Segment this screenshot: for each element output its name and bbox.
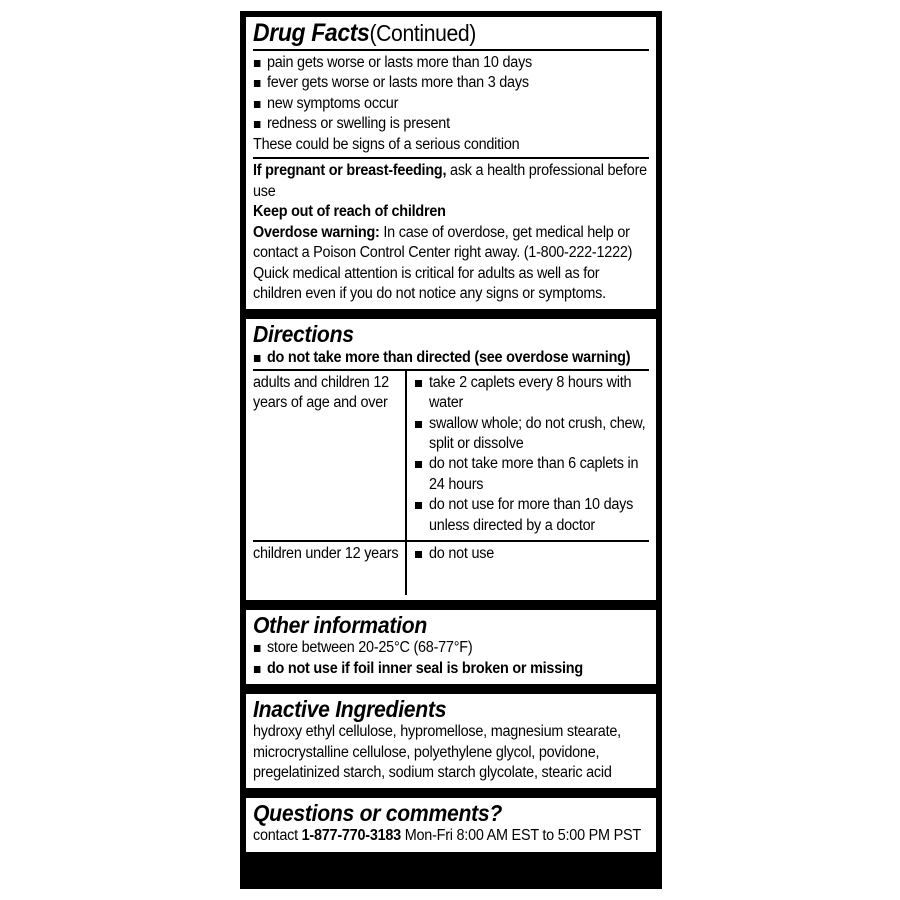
pregnancy-warning-bold: If pregnant or breast-feeding,: [253, 162, 447, 180]
directions-heading: Directions: [253, 321, 354, 348]
list-item: [414, 373, 649, 414]
list-item: [414, 544, 649, 564]
pregnancy-warning-text: ask a health professional before use: [253, 162, 647, 200]
dosage-table: [253, 369, 649, 595]
dosage-instruction-list: [414, 373, 649, 537]
inactive-ingredients-text: hydroxy ethyl cellulose, hypromellose, magnesium stearate, microcrystalline cellulose, polyethylene glycol, povidone, pregelatinized starch, sodium starch glycolate, stearic acid: [253, 723, 621, 782]
dosage-age-group-text: children under 12 years: [253, 545, 399, 563]
dosage-instruction-list: [414, 544, 649, 564]
other-information-bullet-list: [253, 638, 649, 679]
drug-facts-title-text: Drug Facts: [253, 19, 370, 47]
serious-condition-note: These could be signs of a serious condition: [253, 135, 520, 153]
dosage-age-group-text: adults and children 12 years of age and over: [253, 373, 389, 412]
contact-hours-text: Mon-Fri 8:00 AM EST to 5:00 PM PST: [400, 827, 641, 845]
overdose-warning-text: In case of overdose, get medical help or contact a Poison Control Center right away. (1-800-222-1222) Quick medical attention is critical for adults as well as for children even if you do not notice any signs or symptoms.: [253, 223, 633, 302]
drug-facts-label: [240, 11, 662, 889]
list-item: new symptoms occur: [253, 94, 649, 114]
list-item: pain gets worse or lasts more than 10 days: [253, 53, 649, 73]
dosage-instruction-text: do not use for more than 10 days unless directed by a doctor: [429, 496, 634, 534]
table-row: [253, 541, 649, 594]
table-row: [253, 370, 649, 542]
contact-phone-number: 1-877-770-3183: [301, 827, 401, 845]
list-item: [414, 495, 649, 536]
dosage-age-group-cell: [253, 370, 406, 542]
questions-panel: [244, 796, 658, 853]
dosage-instruction-text: do not take more than 6 caplets in 24 hours: [429, 455, 639, 493]
contact-prefix-text: contact: [253, 827, 302, 845]
overdose-warning: [253, 223, 649, 305]
dosage-age-group-cell: [253, 541, 406, 594]
dosage-instruction-text: take 2 caplets every 8 hours with water: [429, 373, 632, 412]
list-item: do not take more than directed (see overdose warning): [253, 348, 649, 368]
warnings-divider: [253, 157, 649, 159]
overdose-warning-bold: Overdose warning:: [253, 223, 380, 241]
dosage-instructions-cell: [406, 541, 649, 594]
dosage-instructions-cell: [406, 370, 649, 542]
inactive-ingredients-heading: Inactive Ingredients: [253, 696, 447, 723]
contact-line: [253, 826, 649, 846]
list-item: [414, 454, 649, 495]
list-item: store between 20-25°C (68-77°F): [253, 638, 649, 658]
page-title: [253, 20, 617, 47]
list-item: redness or swelling is present: [253, 114, 649, 134]
inactive-ingredients-panel: [244, 692, 658, 790]
other-information-heading: Other information: [253, 611, 427, 638]
directions-top-bullet-list: [253, 348, 649, 368]
drug-facts-continued-text: (Continued): [369, 20, 476, 46]
dosage-instruction-text: do not use: [429, 545, 495, 563]
list-item: [414, 414, 649, 455]
warnings-panel: [244, 15, 658, 311]
pregnancy-warning: [253, 161, 649, 202]
list-item: do not use if foil inner seal is broken or missing: [253, 659, 649, 679]
other-information-panel: [244, 608, 658, 687]
keep-out-of-reach-warning: Keep out of reach of children: [253, 203, 446, 221]
list-item: fever gets worse or lasts more than 3 days: [253, 73, 649, 93]
dosage-instruction-text: swallow whole; do not crush, chew, split or dissolve: [429, 414, 646, 452]
questions-heading: Questions or comments?: [253, 800, 503, 827]
directions-panel: [244, 317, 658, 601]
title-divider: [253, 49, 649, 51]
stop-use-bullet-list: [253, 53, 649, 135]
